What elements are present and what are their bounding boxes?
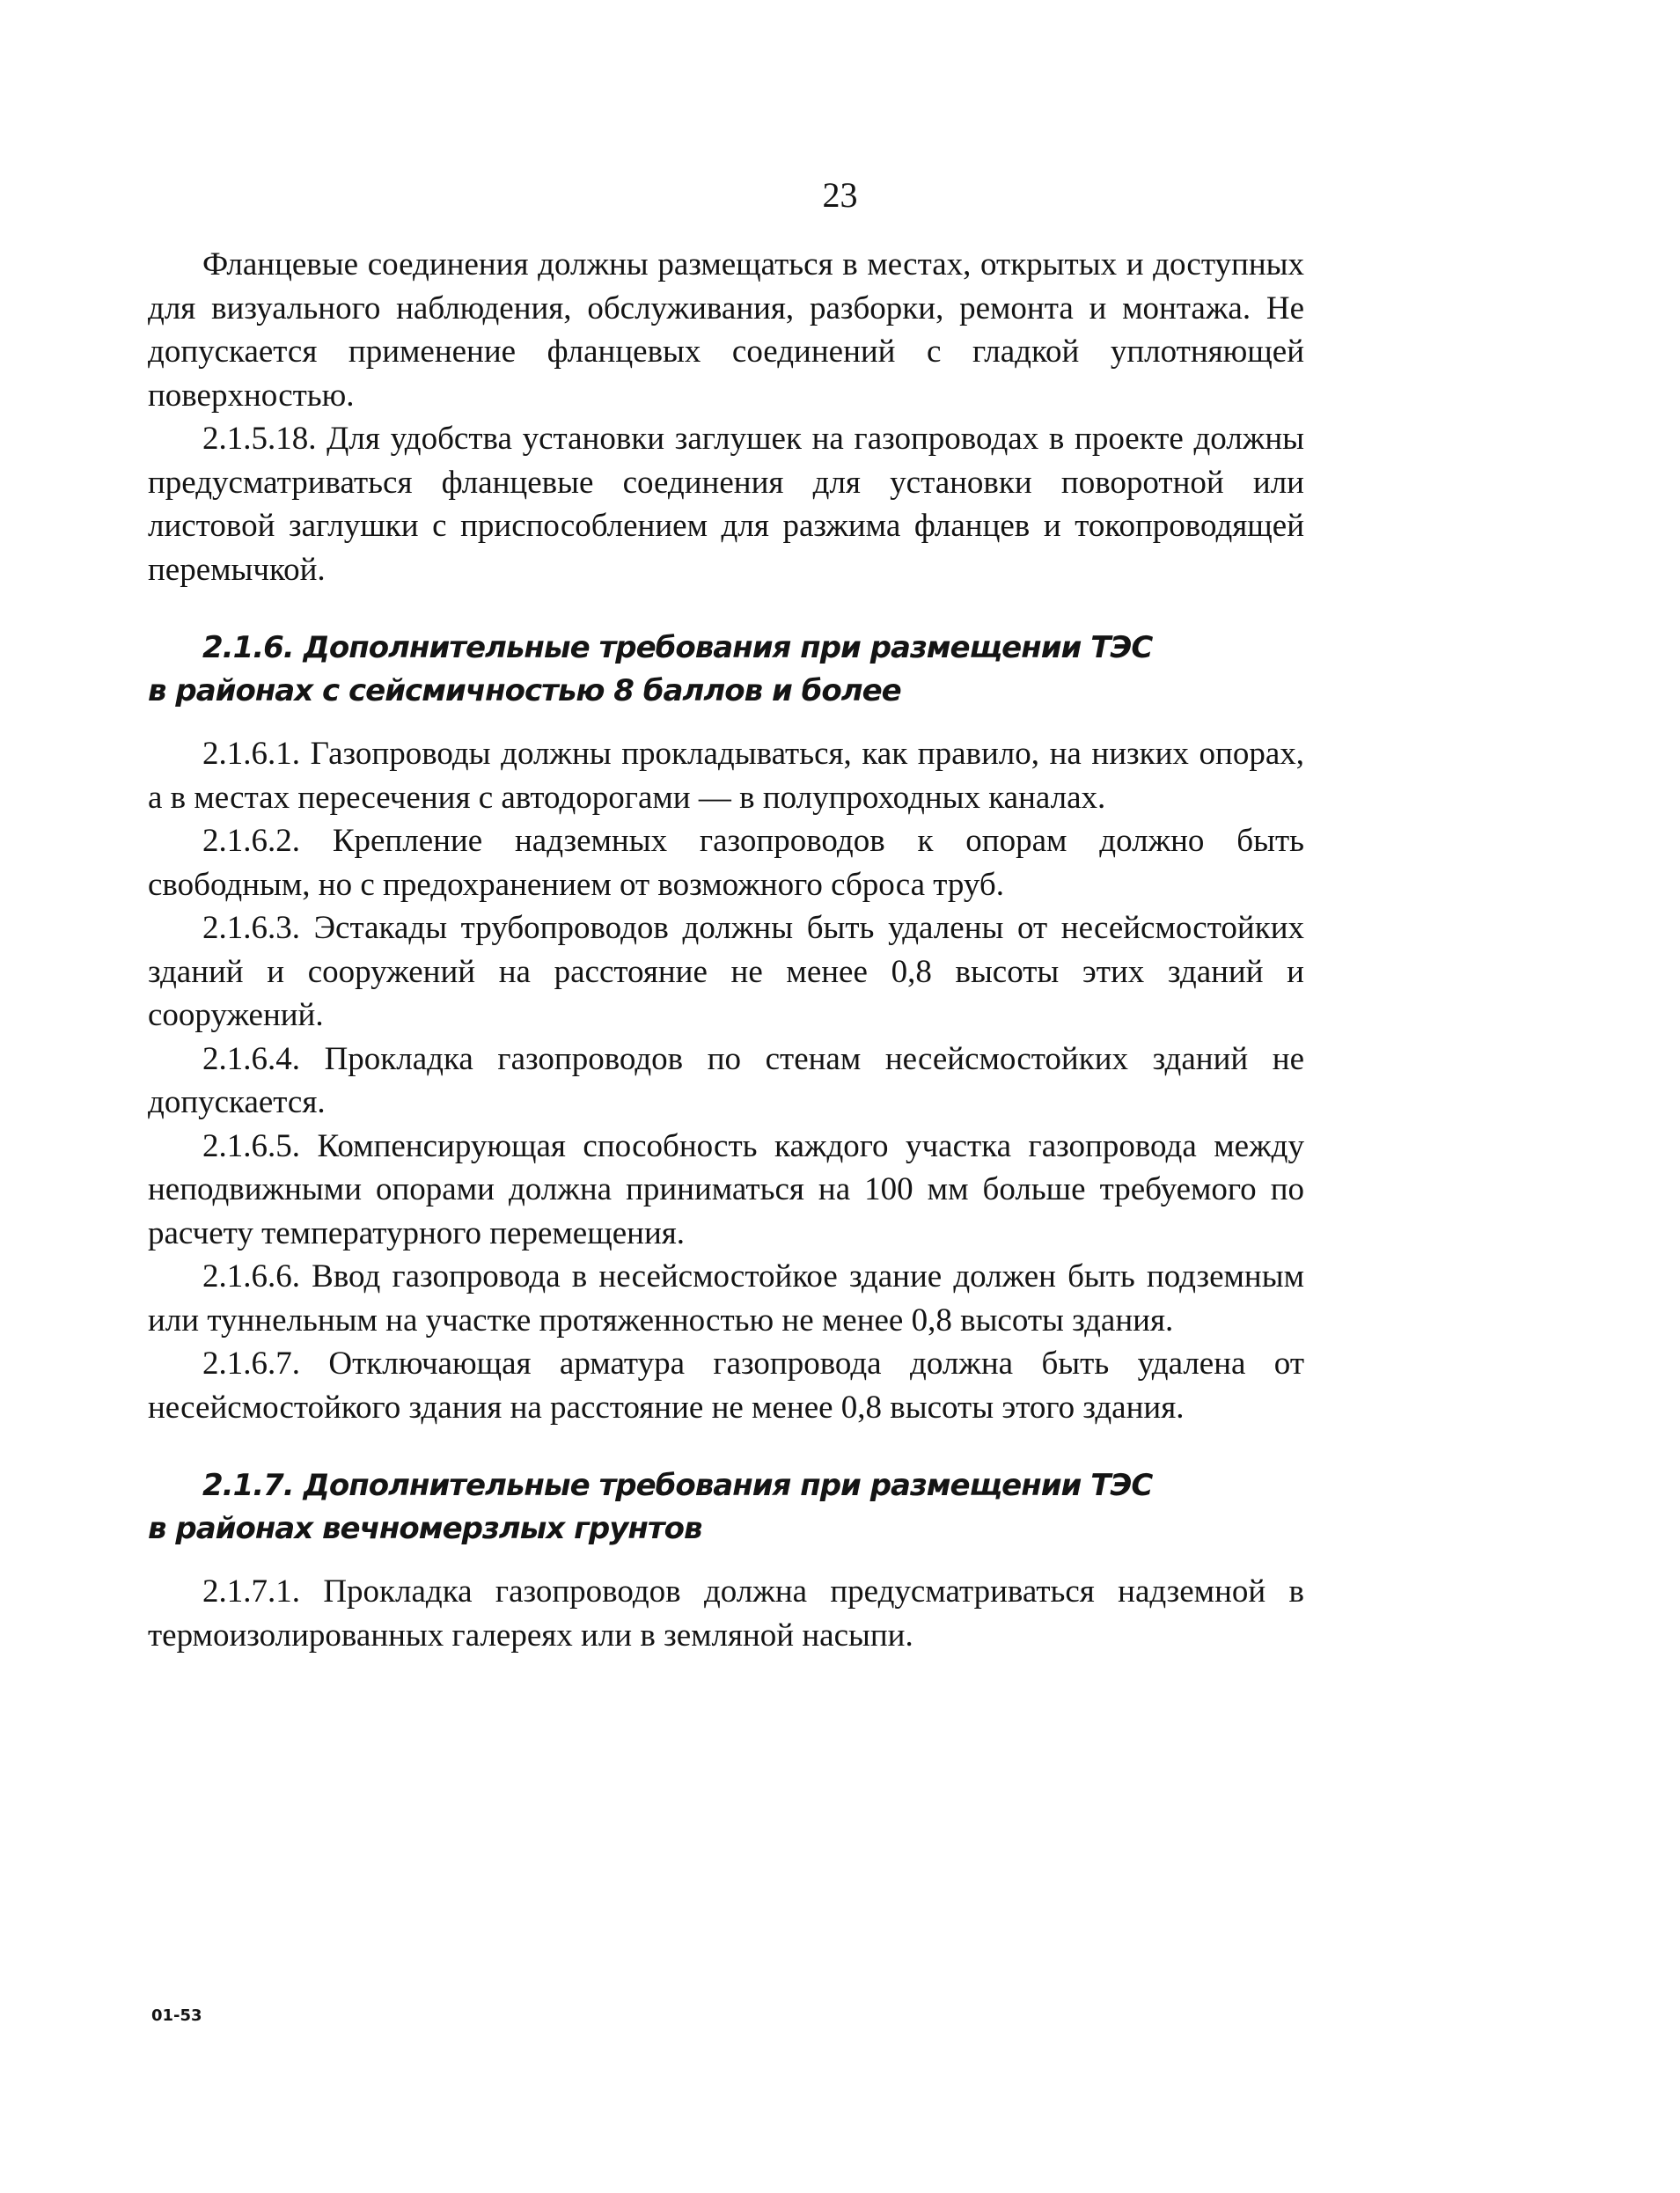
section-heading-2-1-6-line2: в районах с сейсмичностью 8 баллов и более (148, 673, 901, 708)
paragraph-2-1-6-4: 2.1.6.4. Прокладка газопроводов по стенам несейсмостойких зданий не допускается. (148, 1040, 1304, 1120)
paragraph-flanges: Фланцевые соединения должны размещаться в местах, открытых и доступных для визуального наблюдения, обслуживания, разборки, ремонта и монтажа. Не допускается применение фланцевых соединений с гладкой уплотняющей поверхностью. (148, 246, 1304, 414)
section-heading-2-1-6-line1: 2.1.6. Дополнительные требования при размещении ТЭС (202, 630, 1153, 665)
footer-code: 01-53 (151, 2006, 202, 2025)
paragraph-2-1-6-2: 2.1.6.2. Крепление надземных газопроводов к опорам должно быть свободным, но с предохранением от возможного сброса труб. (148, 823, 1304, 903)
body-text (148, 243, 1304, 1657)
section-heading-2-1-6 (148, 627, 1304, 713)
paragraph-2-1-6-1: 2.1.6.1. Газопроводы должны прокладываться, как правило, на низких опорах, а в местах пересечения с автодорогами — в полупроходных каналах. (148, 736, 1304, 816)
section-heading-2-1-7-line2: в районах вечномерзлых грунтов (148, 1511, 702, 1546)
paragraph-2-1-6-3: 2.1.6.3. Эстакады трубопроводов должны быть удалены от несейсмостойких зданий и сооружений на расстояние не менее 0,8 высоты этих зданий и сооружений. (148, 910, 1304, 1033)
paragraph-2-1-6-6: 2.1.6.6. Ввод газопровода в несейсмостойкое здание должен быть подземным или туннельным на участке протяженностью не менее 0,8 высоты здания. (148, 1258, 1304, 1339)
section-heading-2-1-7-line1: 2.1.7. Дополнительные требования при размещении ТЭС (202, 1468, 1153, 1503)
paragraph-2-1-7-1: 2.1.7.1. Прокладка газопроводов должна предусматриваться надземной в термоизолированных галереях или в земляной насыпи. (148, 1573, 1304, 1654)
section-heading-2-1-7 (148, 1464, 1304, 1551)
paragraph-2-1-5-18: 2.1.5.18. Для удобства установки заглушек на газопроводах в проекте должны предусматриваться фланцевые соединения для установки поворотной или листовой заглушки с приспособлением для разжима фланцев и токопроводящей перемычкой. (148, 421, 1304, 588)
paragraph-2-1-6-7: 2.1.6.7. Отключающая арматура газопровода должна быть удалена от несейсмостойкого здания на расстояние не менее 0,8 высоты этого здания. (148, 1346, 1304, 1426)
paragraph-2-1-6-5: 2.1.6.5. Компенсирующая способность каждого участка газопровода между неподвижными опорами должна приниматься на 100 мм больше требуемого по расчету температурного перемещения. (148, 1127, 1304, 1251)
page-number: 23 (822, 175, 858, 215)
